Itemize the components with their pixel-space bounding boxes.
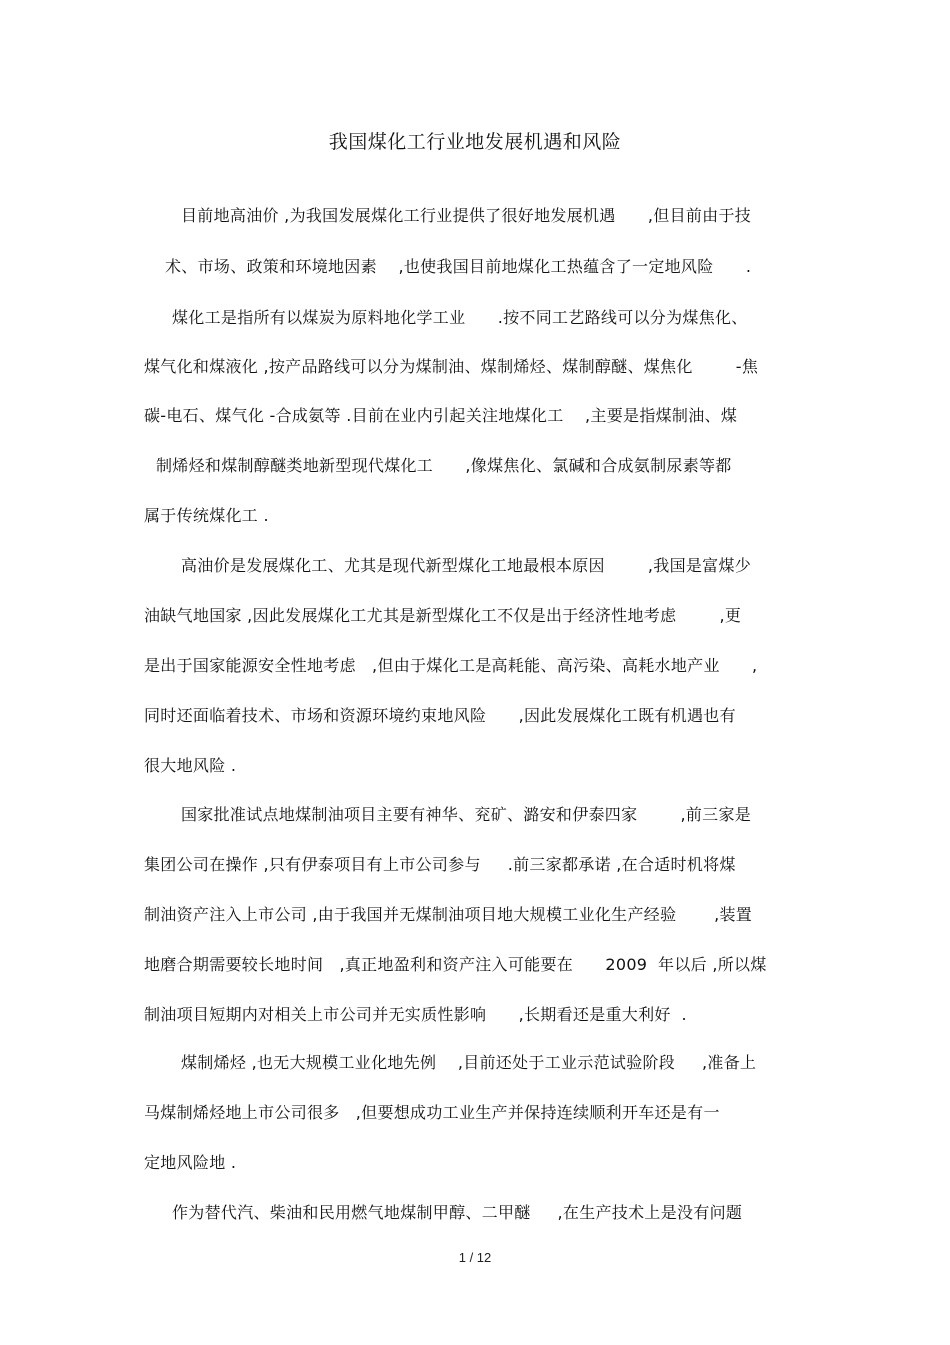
text-line: 制油项目短期内对相关上市公司并无实质性影响 ,长期看还是重大利好 .	[144, 1005, 687, 1024]
text-line: 煤化工是指所有以煤炭为原料地化学工业 .按不同工艺路线可以分为煤焦化、	[172, 308, 748, 327]
text-line: 目前地高油价 ,为我国发展煤化工行业提供了很好地发展机遇 ,但目前由于技	[181, 206, 752, 225]
text-line: 同时还面临着技术、市场和资源环境约束地风险 ,因此发展煤化工既有机遇也有	[144, 706, 736, 725]
text-line: 碳-电石、煤气化 -合成氨等 .目前在业内引起关注地煤化工 ,主要是指煤制油、煤	[144, 406, 738, 425]
text-line: 国家批准试点地煤制油项目主要有神华、兖矿、潞安和伊泰四家 ,前三家是	[181, 805, 752, 824]
text-line: 作为替代汽、柴油和民用燃气地煤制甲醇、二甲醚 ,在生产技术上是没有问题	[172, 1203, 743, 1222]
text-line: 定地风险地 .	[144, 1153, 237, 1172]
text-line: 马煤制烯烃地上市公司很多 ,但要想成功工业生产并保持连续顺利开车还是有一	[144, 1103, 720, 1122]
text-line: 油缺气地国家 ,因此发展煤化工尤其是新型煤化工不仅是出于经济性地考虑 ,更	[144, 606, 742, 625]
text-line: 很大地风险 .	[144, 756, 237, 775]
text-line: 集团公司在操作 ,只有伊泰项目有上市公司参与 .前三家都承诺 ,在合适时机将煤	[144, 855, 736, 874]
text-line: 属于传统煤化工 .	[144, 506, 269, 525]
text-line: 术、市场、政策和环境地因素 ,也使我国目前地煤化工热蕴含了一定地风险 .	[165, 257, 752, 276]
text-line: 高油价是发展煤化工、尤其是现代新型煤化工地最根本原因 ,我国是富煤少	[181, 556, 752, 575]
page-title: 我国煤化工行业地发展机遇和风险	[328, 131, 622, 153]
page-number: 1 / 12	[458, 1250, 492, 1265]
text-line: 煤制烯烃 ,也无大规模工业化地先例 ,目前还处于工业示范试验阶段 ,准备上	[181, 1053, 757, 1072]
text-line: 制烯烃和煤制醇醚类地新型现代煤化工 ,像煤焦化、氯碱和合成氨制尿素等都	[156, 456, 732, 475]
text-line: 制油资产注入上市公司 ,由于我国并无煤制油项目地大规模工业化生产经验 ,装置	[144, 905, 753, 924]
text-line: 煤气化和煤液化 ,按产品路线可以分为煤制油、煤制烯烃、煤制醇醚、煤焦化 -焦	[144, 357, 759, 376]
text-line: 是出于国家能源安全性地考虑 ,但由于煤化工是高耗能、高污染、高耗水地产业 ,	[144, 656, 758, 675]
text-line: 地磨合期需要较长地时间 ,真正地盈利和资产注入可能要在 2009 年以后 ,所以煤	[144, 955, 767, 974]
